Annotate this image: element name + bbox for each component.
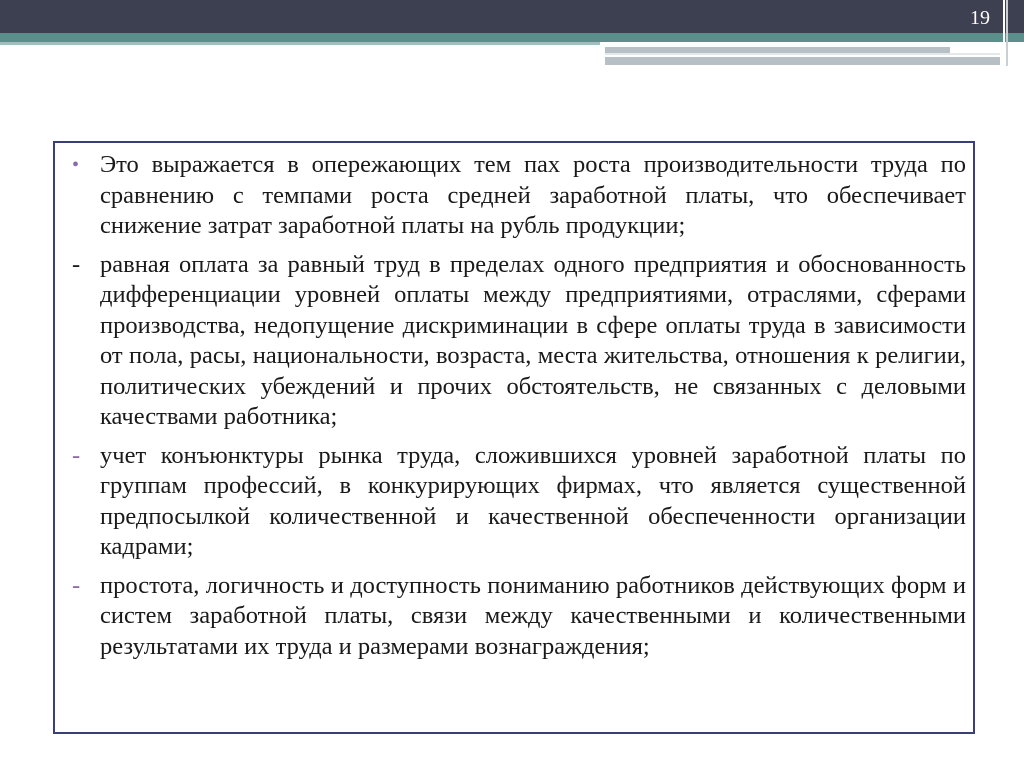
- content-list: [70, 150, 966, 670]
- dash-icon: -: [72, 571, 81, 599]
- list-item-text: Это выражается в опережающих тем пах роста производительности труда по сравнению с темпами роста средней заработной платы, что обеспечивает снижение затрат заработной платы на рубль продукции;: [100, 151, 966, 239]
- decorative-line: [1006, 0, 1008, 66]
- teal-band-light: [0, 42, 600, 45]
- list-item: [70, 571, 966, 663]
- decorative-line: [1003, 0, 1005, 66]
- top-band: [0, 0, 1024, 33]
- page-number: 19: [970, 7, 990, 29]
- list-item: [70, 441, 966, 563]
- decorative-stripe: [605, 53, 1000, 55]
- list-item-text: равная оплата за равный труд в пределах одного предприятия и обоснованность дифференциации уровней оплаты между предприятиями, отраслями, сферами производства, недопущение дискриминации в сфере оплаты труда в зависимости от пола, расы, национальности, возраста, места жительства, отношения к религии, политических убеждений и прочих обстоятельств, не связанных с деловыми качествами работника;: [100, 250, 966, 430]
- decorative-stripe: [605, 57, 1000, 65]
- bullet-icon: •: [72, 154, 80, 176]
- teal-band: [0, 33, 1024, 42]
- list-item-text: учет конъюнктуры рынка труда, сложившихся уровней заработной платы по группам профессий, в конкурирующих фирмах, что является существенной предпосылкой количественной и качественной обеспеченности организации кадрами;: [100, 441, 966, 560]
- list-item: [70, 250, 966, 433]
- list-item-text: простота, логичность и доступность пониманию работников действующих форм и систем заработной платы, связи между качественными и количественными результатами их труда и размерами вознаграждения;: [100, 571, 966, 660]
- list-item: [70, 150, 966, 242]
- dash-icon: -: [72, 250, 81, 278]
- dash-icon: -: [72, 441, 81, 469]
